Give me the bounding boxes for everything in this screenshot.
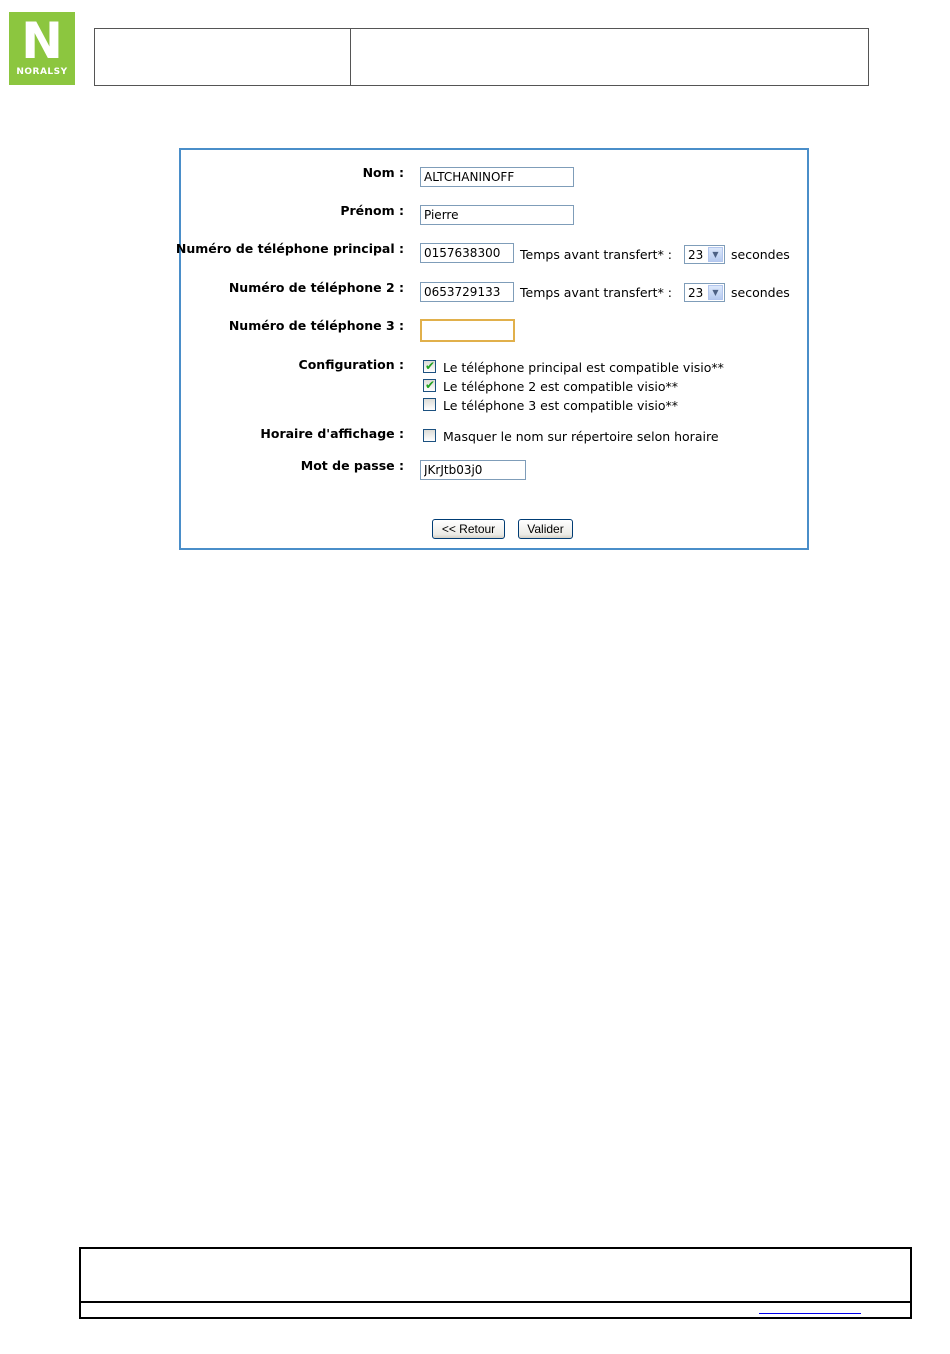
mot-de-passe-label: Mot de passe : [300,458,404,473]
tel-principal-label: Numéro de téléphone principal : [175,241,404,256]
checkmark-icon: ✔ [425,378,436,392]
horaire-masquer-label: Masquer le nom sur répertoire selon horaire [443,429,719,444]
tel-2-transfer-select[interactable] [684,283,725,302]
tel-2-input[interactable] [420,282,514,302]
valider-button[interactable]: Valider [518,519,573,539]
tel-2-label: Numéro de téléphone 2 : [228,280,404,295]
logo-letter: N [21,12,63,70]
mot-de-passe-input[interactable] [420,460,526,480]
tel-principal-transfer-select[interactable] [684,245,725,264]
config-visio-2-checkbox[interactable] [423,379,436,392]
logo-brand: NORALSY [16,67,68,77]
tel-principal-transfer-label: Temps avant transfert* : [520,247,673,262]
tel-3-label: Numéro de téléphone 3 : [228,318,404,333]
tel-principal-input[interactable] [420,243,514,263]
nom-label: Nom : [362,165,404,180]
tel-2-transfer-value: 23 [688,286,704,300]
config-visio-principal-label: Le téléphone principal est compatible visio** [443,360,724,375]
footer-link[interactable] [759,1313,861,1314]
tel-3-input[interactable] [420,319,515,342]
config-visio-principal-checkbox[interactable] [423,360,436,373]
header-cell-left [95,29,351,85]
tel-principal-unit: secondes [731,247,790,262]
checkmark-icon: ✔ [425,359,436,373]
horaire-masquer-checkbox[interactable] [423,429,436,442]
retour-button[interactable]: << Retour [432,519,505,539]
config-visio-3-checkbox[interactable] [423,398,436,411]
tel-2-unit: secondes [731,285,790,300]
configuration-label: Configuration : [298,357,404,372]
prenom-input[interactable] [420,205,574,225]
noralsy-logo [9,12,75,85]
chevron-down-icon[interactable]: ▼ [708,285,723,300]
tel-2-transfer-label: Temps avant transfert* : [520,285,673,300]
config-visio-3-label: Le téléphone 3 est compatible visio** [443,398,678,413]
nom-input[interactable] [420,167,574,187]
chevron-down-icon[interactable]: ▼ [708,247,723,262]
prenom-label: Prénom : [340,203,404,218]
user-form-panel [175,148,809,550]
config-visio-2-label: Le téléphone 2 est compatible visio** [443,379,678,394]
tel-principal-transfer-value: 23 [688,248,704,262]
header-cell-right [351,29,868,85]
header-table [94,28,869,86]
footer-table [79,1247,912,1319]
horaire-label: Horaire d'affichage : [260,426,404,441]
footer-divider [81,1301,910,1303]
